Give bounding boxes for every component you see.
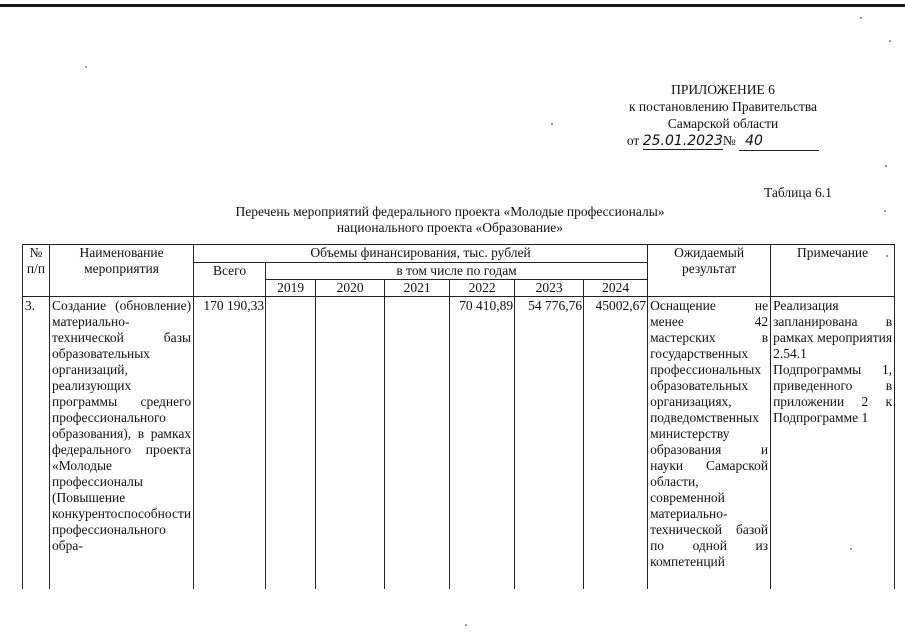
row-2019 [266,297,316,589]
scan-speck [860,17,862,19]
header-note: Примечание [771,245,895,297]
header-by-years: в том числе по годам [266,263,648,280]
scan-speck [551,123,553,125]
header-year: 2023 [515,280,584,297]
header-name: Наименование мероприятия [50,245,194,297]
row-name: Создание (обновление) материально-технической базы образовательных организаций, реализующих программы среднего профессионального образования), в рамках федерального проекта «Молодые профессионалы (Повышение конкурентоспособности профессионального обра- [50,297,194,589]
appendix-date-line [608,132,838,151]
number-prefix: № [722,133,736,148]
appendix-block [608,81,838,151]
scan-speck [465,624,467,626]
header-total: Всего [194,263,266,297]
title-line-1: Перечень мероприятий федерального проекта «Молодые профессионалы» [235,204,665,219]
appendix-title: ПРИЛОЖЕНИЕ 6 [671,82,775,97]
row-note: Реализация запланирована в рамках мероприятия 2.54.1 Подпрограммы 1, приведенного в приложении 2 к Подпрограмме 1 [771,297,895,589]
scan-speck [85,66,87,68]
title-line-2: национального проекта «Образование» [336,220,564,235]
handwritten-number: 40 [739,133,819,151]
header-year: 2024 [584,280,648,297]
scan-top-border [0,4,905,7]
date-prefix: от [626,133,640,148]
row-2023: 54 776,76 [515,297,584,589]
appendix-line2: Самарской области [667,116,779,131]
header-year: 2020 [316,280,385,297]
measures-table [22,244,895,589]
header-year: 2021 [385,280,450,297]
row-2024: 45002,67 [584,297,648,589]
scan-speck [886,255,888,257]
row-2020 [316,297,385,589]
row-num: 3. [23,297,50,589]
scan-speck [889,40,891,42]
header-year: 2022 [450,280,515,297]
table-number: Таблица 6.1 [764,185,832,200]
scan-speck [850,548,852,550]
header-funding: Объемы финансирования, тыс. рублей [194,245,648,263]
row-total: 170 190,33 [194,297,266,589]
header-result: Ожидаемый результат [648,245,771,297]
header-year: 2019 [266,280,316,297]
handwritten-date: 25.01.2023 [642,133,723,149]
row-result: Оснащение не менее 42 мастерских в государственных профессиональных образовательных организациях, подведомственных министерству образования и науки Самарской области, современной материально-технической базой по одной из компетенций [648,297,771,589]
scan-speck [885,165,887,167]
appendix-line1: к постановлению Правительства [628,99,818,114]
row-2021 [385,297,450,589]
document-title [190,204,710,236]
row-2022: 70 410,89 [450,297,515,589]
header-num: № п/п [23,245,50,297]
scan-speck [884,210,886,212]
